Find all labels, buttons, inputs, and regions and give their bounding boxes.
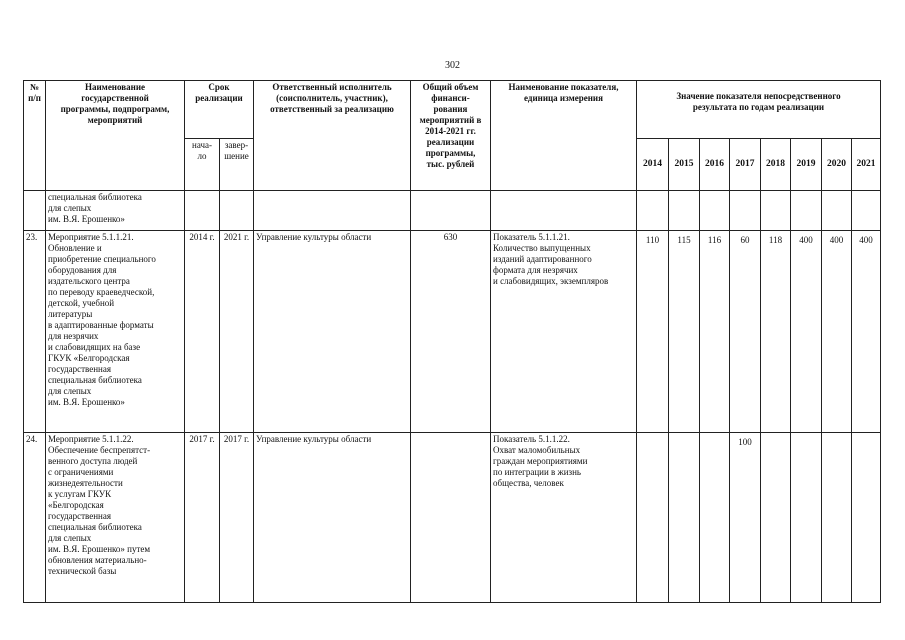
row-executor [254,191,411,231]
row-executor: Управление культуры области [254,231,411,433]
row-executor: Управление культуры области [254,433,411,603]
row-value [730,191,761,231]
row-volume [411,433,491,603]
header-executor: Ответственный исполнитель (соисполнитель, участник), ответственный за реализацию [254,81,411,191]
row-value: 60 [730,231,761,433]
header-year: 2016 [700,139,730,191]
row-value: 100 [730,433,761,603]
row-value: 400 [852,231,881,433]
header-name: Наименование государственной программы, подпрограмм, мероприятий [46,81,185,191]
table-row [24,191,881,231]
row-value [822,433,852,603]
row-value: 400 [822,231,852,433]
row-value [669,433,700,603]
header-volume: Общий объем финанси- рования мероприятий в 2014-2021 гг. реализации программы, тыс. рублей [411,81,491,191]
row-value: 400 [791,231,822,433]
table-row [24,433,881,603]
header-term: Срок реализации [185,81,254,139]
row-value: 116 [700,231,730,433]
row-value [761,191,791,231]
header-year: 2019 [791,139,822,191]
row-end [220,191,254,231]
header-year: 2021 [852,139,881,191]
header-year: 2017 [730,139,761,191]
row-num: 23. [24,231,46,433]
row-value: 115 [669,231,700,433]
row-name: Мероприятие 5.1.1.22. Обеспечение беспрепятст- венного доступа людей с ограничениями жизнедеятельности к услугам ГКУК «Белгородская государственная специальная библиотека для слепых им. В.Я. Ерошенко» путем обновления материально- технической базы [46,433,185,603]
row-value [791,191,822,231]
row-value [822,191,852,231]
row-end: 2021 г. [220,231,254,433]
row-value: 118 [761,231,791,433]
row-start [185,191,220,231]
row-value: 110 [637,231,669,433]
row-value [669,191,700,231]
header-year: 2014 [637,139,669,191]
row-volume: 630 [411,231,491,433]
row-name: специальная библиотека для слепых им. В.Я. Ерошенко» [46,191,185,231]
row-value [700,433,730,603]
header-year: 2020 [822,139,852,191]
row-num: 24. [24,433,46,603]
row-value [852,191,881,231]
header-indicator: Наименование показателя, единица измерения [491,81,637,191]
header-row-1 [24,81,881,139]
page-number: 302 [445,60,460,71]
table-row [24,231,881,433]
row-value [637,191,669,231]
row-end: 2017 г. [220,433,254,603]
row-name: Мероприятие 5.1.1.21. Обновление и приобретение специального оборудования для издательского центра по переводу краеведческой, детской, учебной литературы в адаптированные форматы для незрячих и слабовидящих на базе ГКУК «Белгородская государственная специальная библиотека для слепых им. В.Я. Ерошенко» [46,231,185,433]
header-values: Значение показателя непосредственного результата по годам реализации [637,81,881,139]
row-start: 2017 г. [185,433,220,603]
header-term-end: завер- шение [220,139,254,191]
row-start: 2014 г. [185,231,220,433]
row-value [852,433,881,603]
row-value [761,433,791,603]
row-num [24,191,46,231]
row-indicator: Показатель 5.1.1.21. Количество выпущенных изданий адаптированного формата для незрячих и слабовидящих, экземпляров [491,231,637,433]
header-year: 2015 [669,139,700,191]
row-indicator: Показатель 5.1.1.22. Охват маломобильных граждан мероприятиями по интеграции в жизнь общества, человек [491,433,637,603]
header-year: 2018 [761,139,791,191]
row-value [637,433,669,603]
row-volume [411,191,491,231]
row-indicator [491,191,637,231]
header-num: № п/п [24,81,46,191]
row-value [700,191,730,231]
row-value [791,433,822,603]
program-table [23,80,881,603]
header-term-start: нача- ло [185,139,220,191]
